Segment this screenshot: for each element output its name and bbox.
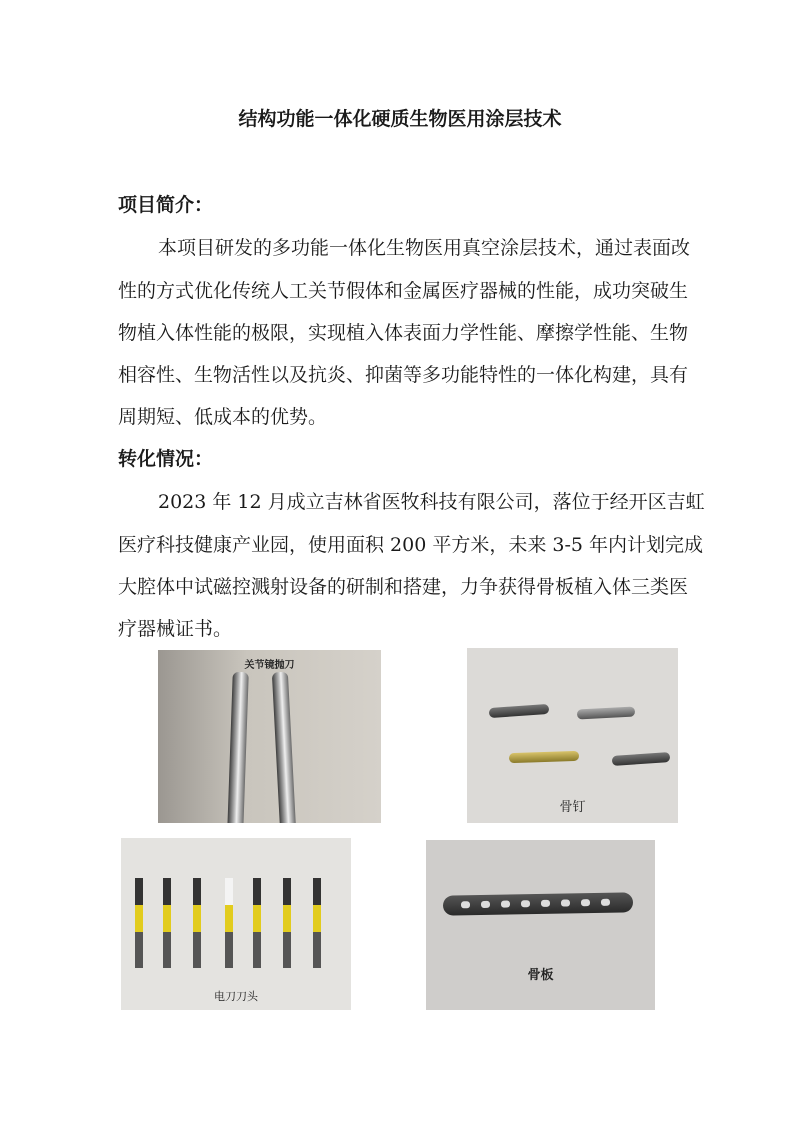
blade-shape — [313, 878, 321, 968]
photo-electrode-tips — [121, 838, 351, 1010]
screw-shape — [577, 706, 635, 719]
photo-bone-screws — [467, 648, 678, 823]
intro-line: 物植入体性能的极限，实现植入体表面力学性能、摩擦学性能、生物 — [118, 322, 689, 344]
blade-shape — [225, 878, 233, 968]
blade-shape — [253, 878, 261, 968]
blade-shape — [163, 878, 171, 968]
transfer-line: 2023 年 12 月成立吉林省医牧科技有限公司，落位于经开区吉虹 — [158, 491, 705, 513]
photo-caption: 骨钉 — [559, 800, 586, 815]
section-heading-intro: 项目简介： — [118, 194, 214, 216]
screw-shape — [489, 704, 550, 718]
photo-caption: 电刀刀头 — [214, 990, 258, 1003]
document-title: 结构功能一体化硬质生物医用涂层技术 — [238, 108, 562, 130]
rod-shape — [227, 672, 249, 823]
intro-line: 性的方式优化传统人工关节假体和金属医疗器械的性能，成功突破生 — [118, 280, 689, 302]
photo-bone-plate — [426, 840, 655, 1010]
plate-shape — [443, 892, 633, 915]
blade-shape — [283, 878, 291, 968]
blade-shape — [193, 878, 201, 968]
photo-arthroscopic-blade — [158, 650, 381, 823]
section-heading-transfer: 转化情况： — [118, 448, 214, 470]
transfer-line: 疗器械证书。 — [118, 618, 233, 640]
screw-shape — [612, 752, 671, 766]
screw-shape — [509, 751, 579, 763]
photo-caption: 骨板 — [527, 968, 554, 983]
rod-shape — [272, 672, 296, 823]
intro-line: 相容性、生物活性以及抗炎、抑菌等多功能特性的一体化构建，具有 — [118, 364, 689, 386]
transfer-line: 大腔体中试磁控溅射设备的研制和搭建，力争获得骨板植入体三类医 — [118, 576, 689, 598]
photo-caption: 关节镜抛刀 — [244, 660, 295, 671]
blade-shape — [135, 878, 143, 968]
transfer-line: 医疗科技健康产业园，使用面积 200 平方米，未来 3-5 年内计划完成 — [118, 534, 704, 556]
intro-line: 本项目研发的多功能一体化生物医用真空涂层技术，通过表面改 — [158, 237, 691, 259]
intro-line: 周期短、低成本的优势。 — [118, 406, 328, 428]
